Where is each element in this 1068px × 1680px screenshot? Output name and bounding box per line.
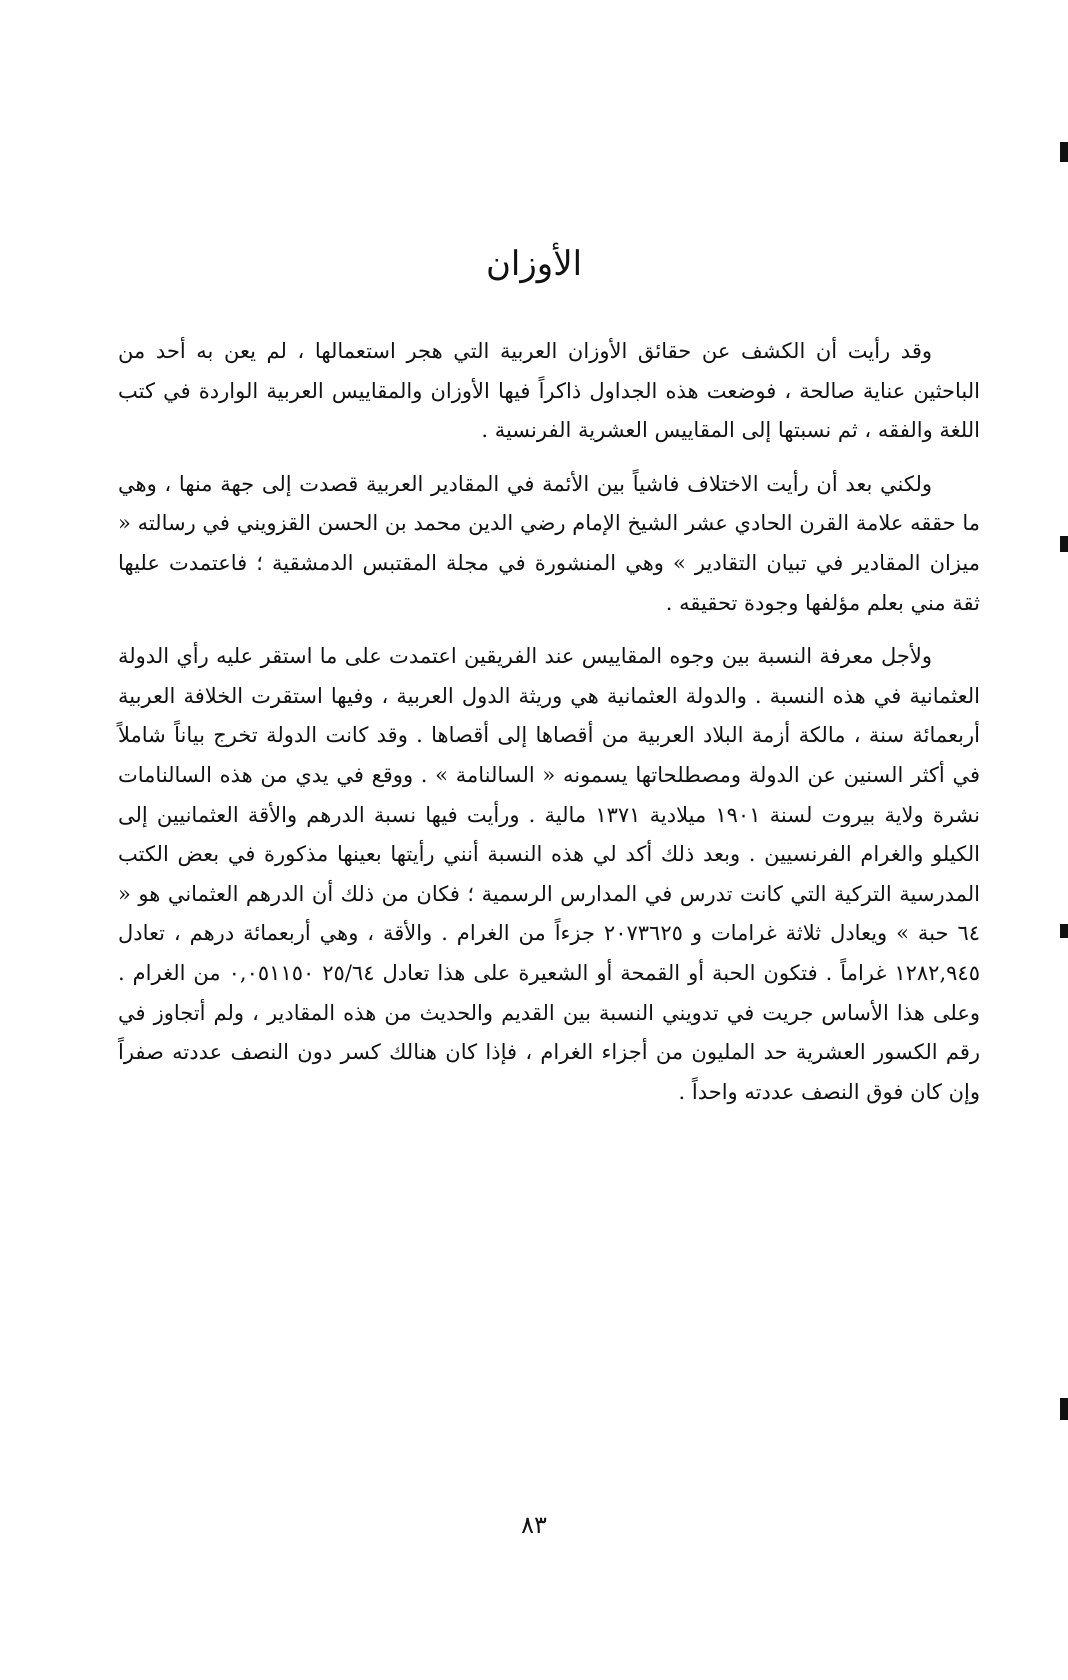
paragraph-1: وقد رأيت أن الكشف عن حقائق الأوزان العربية التي هجر استعمالها ، لم يعن به أحد من الباحثين عناية صالحة ، فوضعت هذه الجداول ذاكراً فيها الأوزان والمقاييس العربية الواردة في كتب اللغة والفقه ، ثم نسبتها إلى المقاييس العشرية الفرنسية . [118, 339, 980, 443]
scan-edge-mark-2 [1060, 536, 1068, 552]
paragraph-2: ولكني بعد أن رأيت الاختلاف فاشياً بين الأئمة في المقادير العربية قصدت إلى جهة منها ، وهي ما حققه علامة القرن الحادي عشر الشيخ الإمام رضي الدين محمد بن الحسن القزويني في رسالته « ميزان المقادير في تبيان التقادير » وهي المنشورة في مجلة المقتبس الدمشقية ؛ فاعتمدت عليها ثقة مني بعلم مؤلفها وجودة تحقيقه . [118, 471, 980, 615]
page-title: الأوزان [485, 244, 583, 284]
scan-edge-mark-4 [1060, 1398, 1068, 1420]
scan-edge-mark-3 [1060, 924, 1068, 938]
paragraph-3: ولأجل معرفة النسبة بين وجوه المقاييس عند الفريقين اعتمدت على ما استقر عليه رأي الدولة العثمانية في هذه النسبة . والدولة العثمانية هي وريثة الدول العربية ، وفيها استقرت الخلافة العربية أربعمائة سنة ، مالكة أزمة البلاد العربية من أقصاها إلى أقصاها . وقد كانت الدولة تخرج بياناً شاملاً في أكثر السنين عن الدولة ومصطلحاتها يسمونه « السالنامة » . ووقع في يدي من هذه السالنامات نشرة ولاية بيروت لسنة ١٩٠١ ميلادية ١٣٧١ مالية . ورأيت فيها نسبة الدرهم والأقة العثمانيين إلى الكيلو والغرام الفرنسيين . وبعد ذلك أكد لي هذه النسبة أنني رأيتها بعينها مذكورة في بعض الكتب المدرسية التركية التي كانت تدرس في المدارس الرسمية ؛ فكان من ذلك أن الدرهم العثماني هو « ٦٤ حبة » ويعادل ثلاثة غرامات و ٢٠٧٣٦٢٥ جزءاً من الغرام . والأقة ، وهي أربعمائة درهم ، تعادل ١٢٨٢,٩٤٥ غراماً . فتكون الحبة أو القمحة أو الشعيرة على هذا تعادل ٢٥/٦٤ ٠,٠٥١١٥٠ من الغرام . وعلى هذا الأساس جريت في تدويني النسبة بين القديم والحديث من هذه المقادير ، ولم أتجاوز في رقم الكسور العشرية حد المليون من أجزاء الغرام ، فإذا كان هنالك كسر دون النصف عددته صفراً وإن كان فوق النصف عددته واحداً . [118, 644, 981, 1104]
page-number: ٨٣ [521, 1511, 547, 1539]
body-text [118, 332, 980, 1126]
scan-edge-mark-1 [1060, 142, 1068, 162]
